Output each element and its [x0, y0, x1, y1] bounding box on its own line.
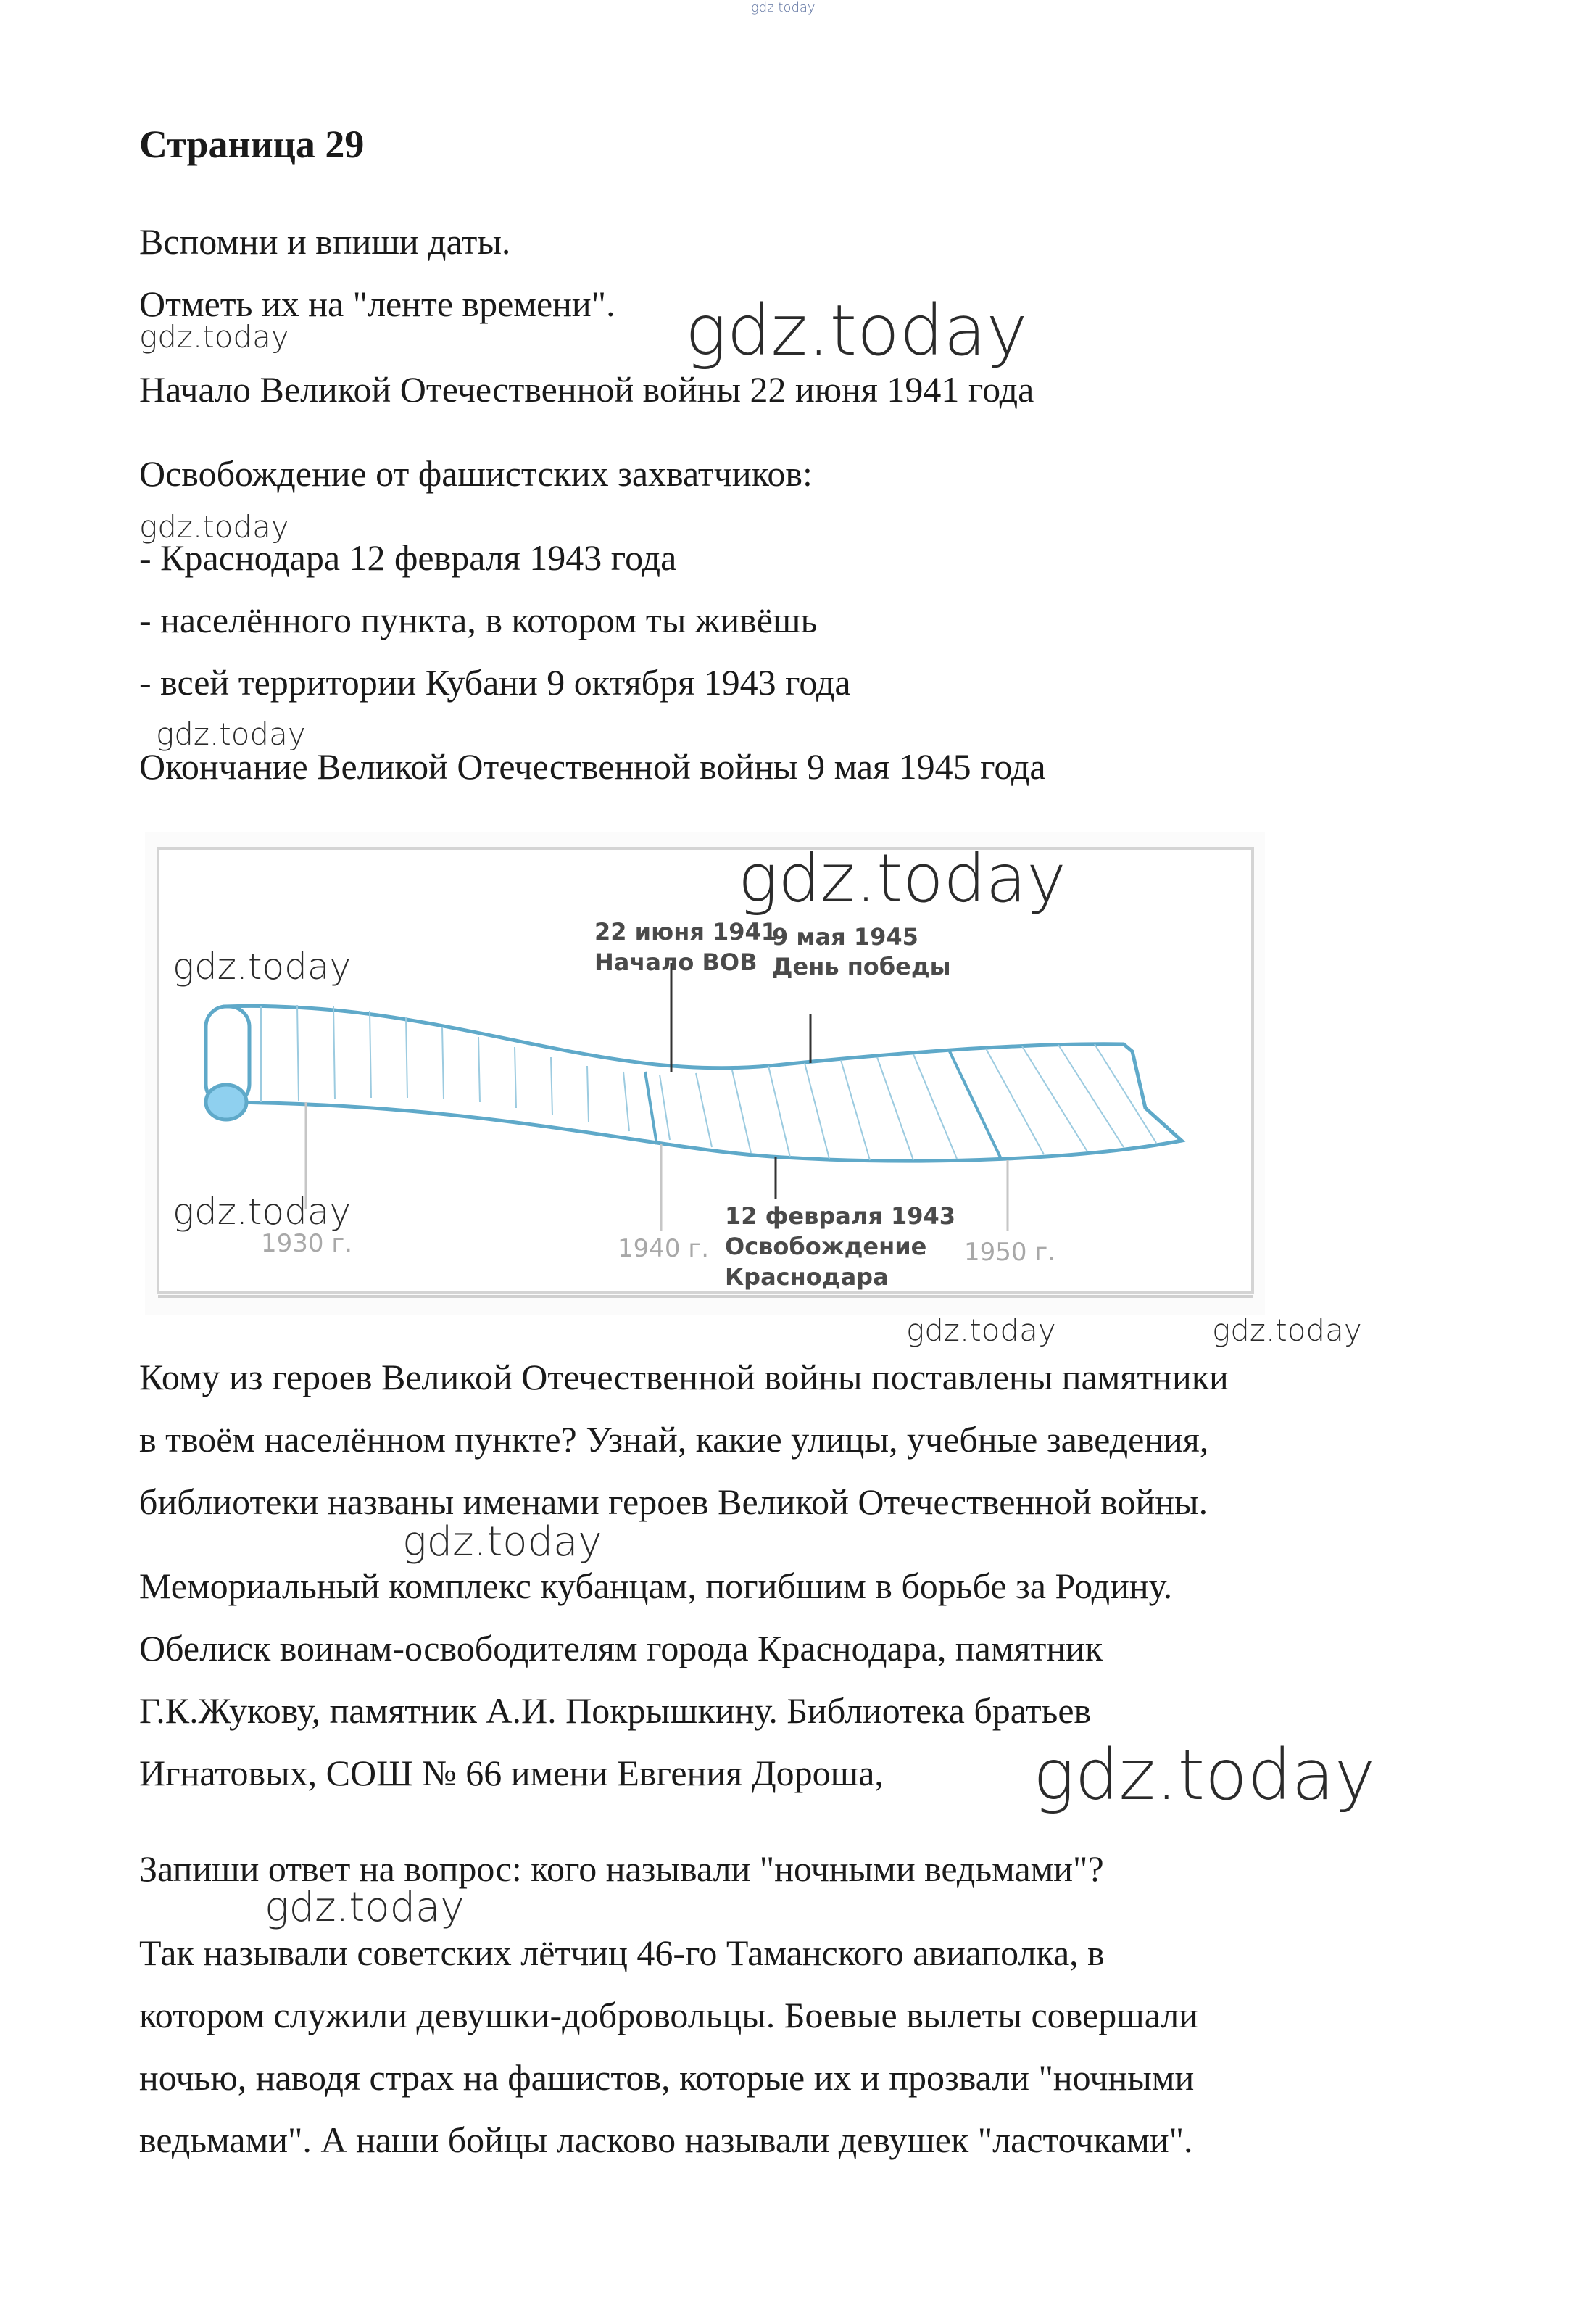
watermark: gdz.today [685, 290, 1028, 371]
event-krasnodar-date: 12 февраля 1943 [725, 1202, 956, 1230]
event-krasnodar-label-1: Освобождение [725, 1233, 927, 1260]
event-end-label: День победы [772, 953, 951, 980]
task1-instruction-1: Вспомни и впиши даты. [139, 221, 511, 262]
watermark: gdz.today [906, 1312, 1056, 1348]
watermark: gdz.today [173, 1191, 352, 1233]
task2-answer-2: Обелиск воинам-освободителям города Краснодара, памятник [139, 1628, 1103, 1668]
task2-question-2: в твоём населённом пункте? Узнай, какие улицы, учебные заведения, [139, 1419, 1209, 1460]
task2-answer-4: Игнатовых, СОШ № 66 имени Евгения Дороша, [139, 1753, 884, 1793]
header-watermark: gdz.today [751, 0, 816, 15]
timeline-figure [145, 832, 1265, 1315]
watermark: gdz.today [156, 716, 306, 752]
watermark: gdz.today [1212, 1312, 1362, 1348]
watermark: gdz.today [402, 1518, 602, 1566]
task3-question: Запиши ответ на вопрос: кого называли "ночными ведьмами"? [139, 1848, 1104, 1889]
year-label-1940: 1940 г. [618, 1234, 710, 1263]
task3-answer-2: котором служили девушки-добровольцы. Боевые вылеты совершали [139, 1995, 1199, 2035]
event-end-date: 9 мая 1945 [772, 923, 918, 951]
task2-question-1: Кому из героев Великой Отечественной войны поставлены памятники [139, 1357, 1229, 1397]
watermark: gdz.today [139, 319, 289, 355]
task3-answer-4: ведьмами". А наши бойцы ласково называли девушек "ласточками". [139, 2120, 1193, 2160]
watermark: gdz.today [1033, 1734, 1376, 1816]
task3-answer-1: Так называли советских лётчиц 46-го Таманского авиаполка, в [139, 1932, 1105, 1973]
year-label-1930: 1930 г. [261, 1229, 353, 1258]
liberation-item-krasnodar: - Краснодара 12 февраля 1943 года [139, 537, 677, 578]
task1-instruction-2: Отметь их на "ленте времени". [139, 284, 615, 324]
war-end-line: Окончание Великой Отечественной войны 9 мая 1945 года [139, 746, 1046, 787]
task3-answer-3: ночью, наводя страх на фашистов, которые их и прозвали "ночными [139, 2057, 1195, 2098]
year-label-1950: 1950 г. [964, 1238, 1056, 1267]
event-start-date: 22 июня 1941 [594, 918, 778, 946]
page-title: Страница 29 [139, 123, 365, 166]
watermark: gdz.today [139, 509, 289, 545]
watermark: gdz.today [173, 946, 352, 988]
watermark: gdz.today [738, 840, 1066, 917]
liberation-heading: Освобождение от фашистских захватчиков: [139, 453, 813, 494]
event-krasnodar-label-2: Краснодара [725, 1263, 889, 1291]
event-start-label: Начало ВОВ [594, 948, 758, 976]
liberation-item-kuban: - всей территории Кубани 9 октября 1943 года [139, 662, 851, 703]
war-start-line: Начало Великой Отечественной войны 22 июня 1941 года [139, 369, 1034, 410]
task2-question-3: библиотеки названы именами героев Великой Отечественной войны. [139, 1481, 1208, 1522]
task2-answer-3: Г.К.Жукову, памятник А.И. Покрышкину. Библиотека братьев [139, 1690, 1092, 1731]
task2-answer-1: Мемориальный комплекс кубанцам, погибшим в борьбе за Родину. [139, 1566, 1173, 1606]
liberation-item-hometown: - населённого пункта, в котором ты живёшь [139, 600, 818, 640]
watermark: gdz.today [265, 1884, 465, 1931]
